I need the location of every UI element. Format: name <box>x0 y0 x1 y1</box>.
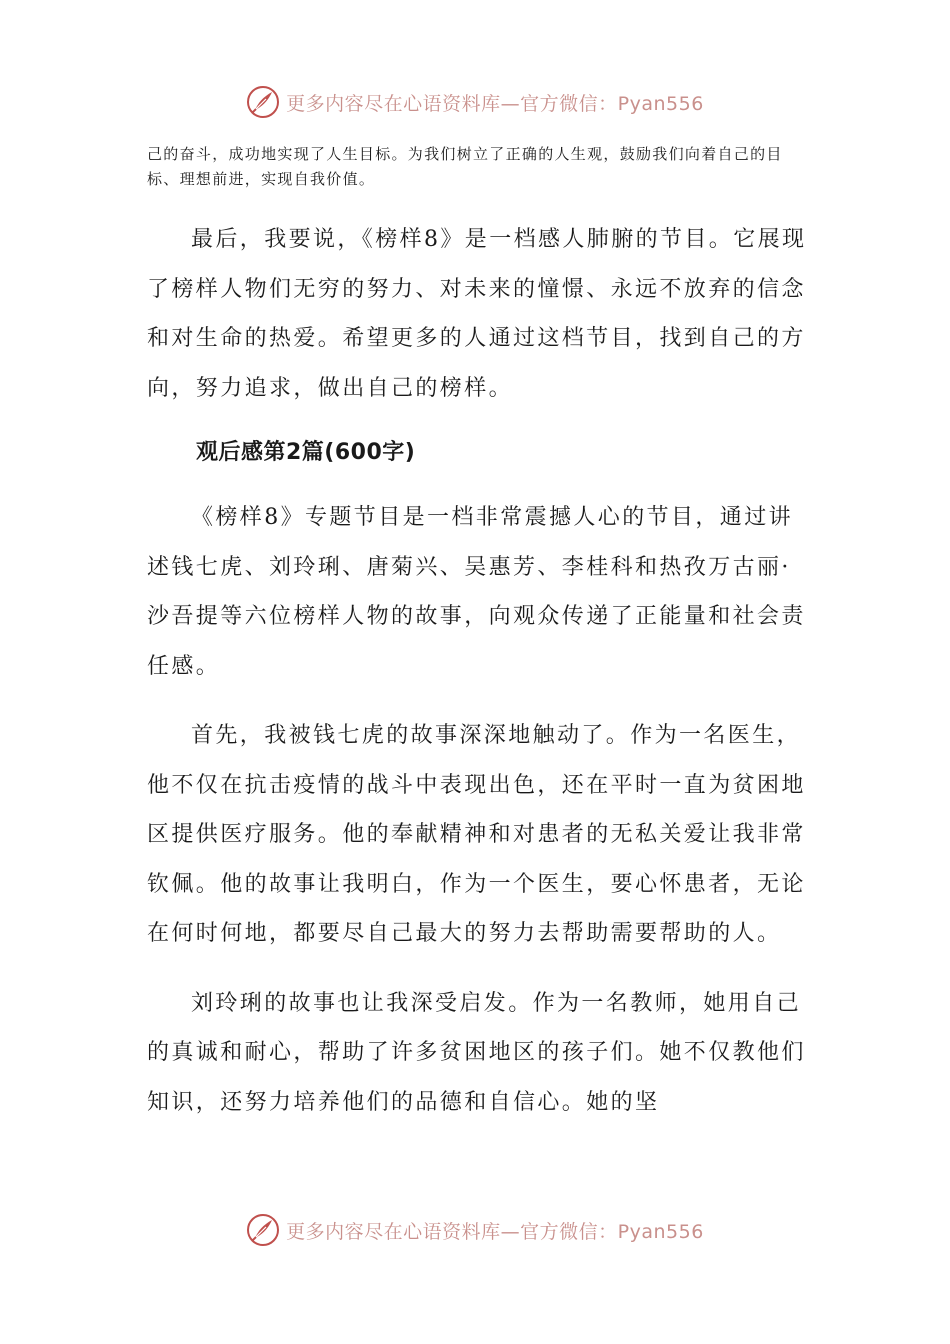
footer-banner-text: 更多内容尽在心语资料库—官方微信：Pyan556 <box>286 1220 704 1243</box>
section-heading: 观后感第2篇(600字) <box>196 440 416 465</box>
paragraph-qian-qihu: 首先，我被钱七虎的故事深深地触动了。作为一名医生，他不仅在抗击疫情的战斗中表现出色，还在平时一直为贫困地区提供医疗服务。他的奉献精神和对患者的无私关爱让我非常钦佩。他的故事让我明白，作为一个医生，要心怀患者，无论在何时何地，都要尽自己最大的努力去帮助需要帮助的人。 <box>147 723 806 946</box>
paragraph-intro: 《榜样8》专题节目是一档非常震撼人心的节目，通过讲述钱七虎、刘玲琍、唐菊兴、吴惠芳、李桂科和热孜万古丽·沙吾提等六位榜样人物的故事，向观众传递了正能量和社会责任感。 <box>147 505 806 679</box>
document-body <box>147 142 807 1127</box>
paragraph-liu-lingli: 刘玲琍的故事也让我深受启发。作为一名教师，她用自己的真诚和耐心，帮助了许多贫困地区的孩子们。她不仅教他们知识，还努力培养他们的品德和自信心。她的坚 <box>147 990 806 1115</box>
footer-banner <box>0 1208 950 1252</box>
lead-text: 己的奋斗，成功地实现了人生目标。为我们树立了正确的人生观，鼓励我们向着自己的目标、理想前进，实现自我价值。 <box>147 145 783 188</box>
quill-logo-icon <box>246 1213 280 1247</box>
header-banner-inner <box>246 85 704 119</box>
header-banner <box>0 80 950 124</box>
header-banner-text: 更多内容尽在心语资料库—官方微信：Pyan556 <box>286 92 704 115</box>
paragraph-conclusion: 最后，我要说，《榜样8》是一档感人肺腑的节目。它展现了榜样人物们无穷的努力、对未来的憧憬、永远不放弃的信念和对生命的热爱。希望更多的人通过这档节目，找到自己的方向，努力追求，做出自己的榜样。 <box>147 227 807 401</box>
quill-logo-icon <box>246 85 280 119</box>
footer-banner-inner <box>246 1213 704 1247</box>
